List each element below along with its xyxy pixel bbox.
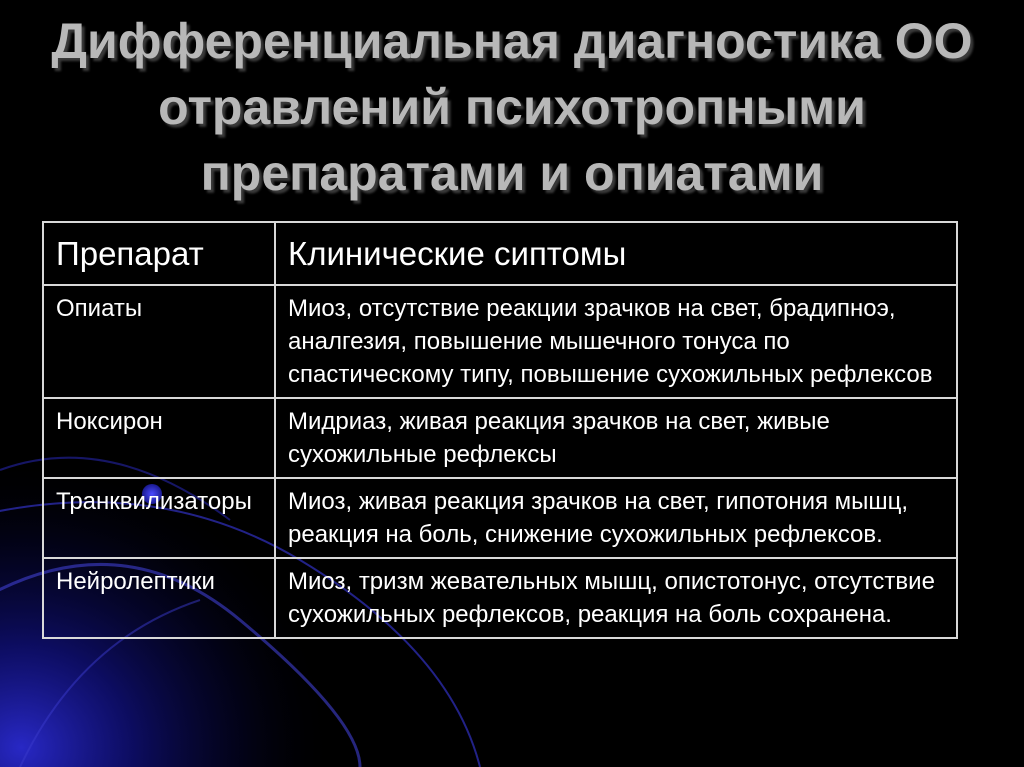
symptoms-cell: Миоз, тризм жевательных мышц, опистотонус, отсутствие сухожильных рефлексов, реакция на боль сохранена.	[275, 558, 957, 638]
slide-title	[0, 8, 1024, 206]
table-row	[43, 558, 957, 638]
table-row	[43, 478, 957, 558]
table-row	[43, 398, 957, 478]
drug-cell: Нейролептики	[43, 558, 275, 638]
title-line-3: препаратами и опиатами	[200, 145, 824, 201]
table-header-row	[43, 222, 957, 285]
header-symptoms: Клинические сиптомы	[275, 222, 957, 285]
header-drug: Препарат	[43, 222, 275, 285]
table-row	[43, 285, 957, 398]
symptoms-cell: Миоз, живая реакция зрачков на свет, гипотония мышц, реакция на боль, снижение сухожильных рефлексов.	[275, 478, 957, 558]
title-line-1: Дифференциальная диагностика ОО	[51, 13, 973, 69]
title-line-2: отравлений психотропными	[158, 79, 866, 135]
drug-cell: Ноксирон	[43, 398, 275, 478]
symptoms-cell: Мидриаз, живая реакция зрачков на свет, живые сухожильные рефлексы	[275, 398, 957, 478]
drug-cell: Опиаты	[43, 285, 275, 398]
symptoms-cell: Миоз, отсутствие реакции зрачков на свет, брадипноэ, аналгезия, повышение мышечного тонуса по спастическому типу, повышение сухожильных рефлексов	[275, 285, 957, 398]
drug-cell: Транквилизаторы	[43, 478, 275, 558]
diagnosis-table	[42, 221, 958, 639]
